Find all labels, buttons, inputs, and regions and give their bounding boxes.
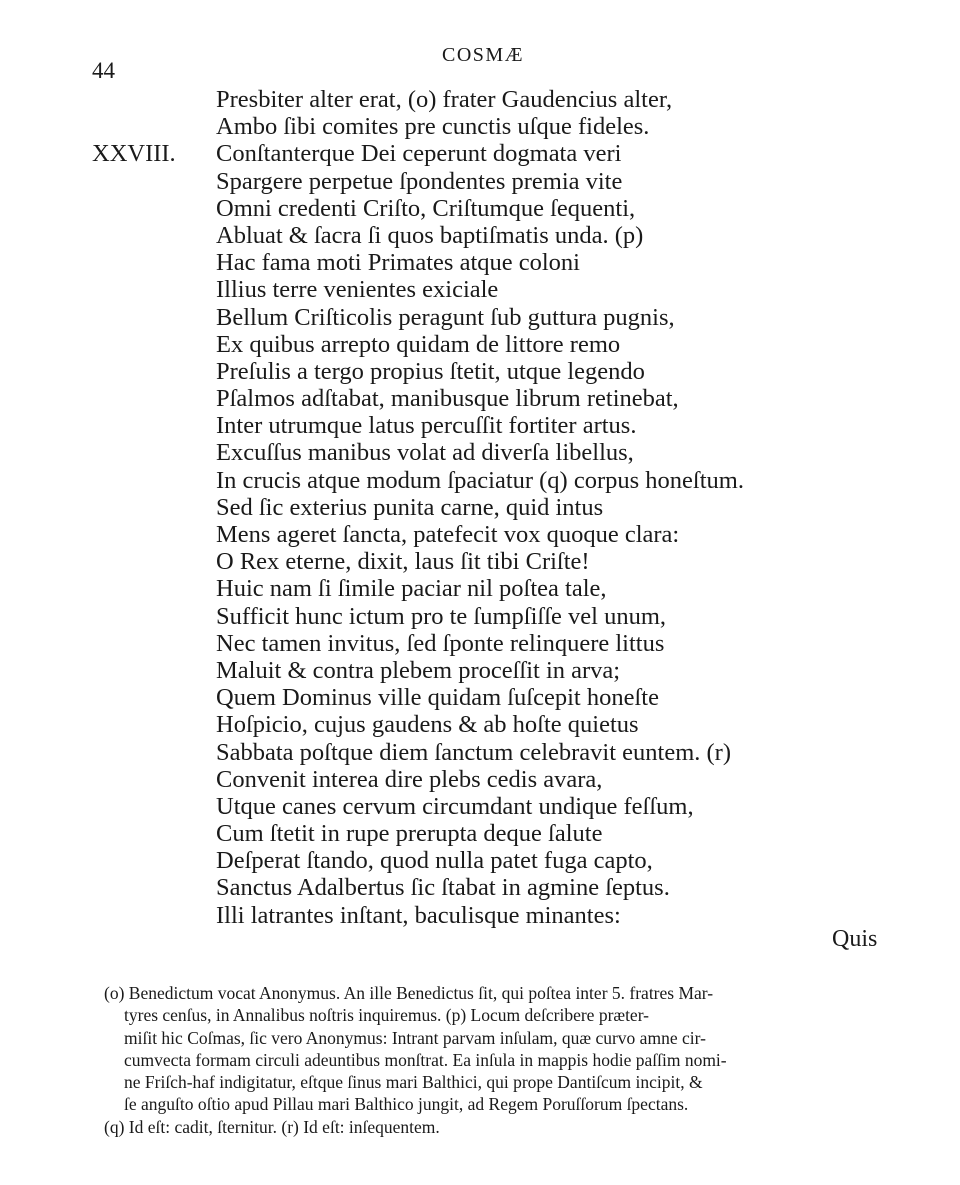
- verse-line-text: Spargere perpetue ſpondentes premia vite: [216, 167, 623, 195]
- verse-line: [0, 766, 960, 793]
- verse-line: [0, 467, 960, 494]
- verse-line: [0, 86, 960, 113]
- verse-line-text: Hoſpicio, cujus gaudens & ab hoſte quietus: [216, 711, 639, 739]
- verse-line-text: Presbiter alter erat, (o) frater Gaudencius alter,: [216, 86, 673, 113]
- verse-line-text: Bellum Criſticolis peragunt ſub guttura pugnis,: [216, 303, 675, 331]
- verse-line: [0, 874, 960, 901]
- verse-line-text: Nec tamen invitus, ſed ſponte relinquere littus: [216, 629, 665, 657]
- verse-line-text: Mens ageret ſancta, patefecit vox quoque clara:: [216, 521, 680, 548]
- footnote-line: tyres cenſus, in Annalibus noſtris inquiremus. (p) Locum deſcribere præter-: [124, 1005, 650, 1026]
- running-head: COSMÆ: [442, 44, 524, 66]
- verse-line-text: Omni credenti Criſto, Criſtumque ſequenti,: [216, 194, 636, 222]
- verse-line: [0, 385, 960, 412]
- verse-line: [0, 657, 960, 684]
- verse-line: [0, 603, 960, 630]
- footnote-line: ſe anguſto oſtio apud Pillau mari Balthico jungit, ad Regem Poruſſorum ſpectans.: [124, 1094, 689, 1115]
- verse-line-text: Huic nam ſi ſimile paciar nil poſtea tale,: [216, 575, 607, 603]
- chapter-number: XXVIII.: [92, 140, 176, 168]
- verse-line: [0, 711, 960, 738]
- footnote-line: (o) Benedictum vocat Anonymus. An ille Benedictus ſit, qui poſtea inter 5. fratres Mar-: [104, 983, 714, 1003]
- verse-line: [0, 902, 960, 929]
- verse-line: [0, 304, 960, 331]
- verse-line-text: O Rex eterne, dixit, laus ſit tibi Criſte!: [216, 548, 590, 576]
- verse-line: [0, 847, 960, 874]
- verse-line: [0, 358, 960, 385]
- footnote-line: cumvecta formam circuli adeuntibus monſtrat. Ea inſula in mappis hodie paſſim nomi-: [124, 1049, 727, 1070]
- verse-line: [0, 222, 960, 249]
- verse-line: [0, 630, 960, 657]
- verse-line-text: Abluat & ſacra ſi quos baptiſmatis unda. (p): [216, 221, 644, 249]
- footnotes: [104, 982, 920, 1138]
- verse-line: [0, 494, 960, 521]
- catchword: Quis: [832, 926, 878, 952]
- verse-line: [0, 331, 960, 358]
- footnote-line: ne Friſch-haf indigitatur, eſtque ſinus mari Balthici, qui prope Dantiſcum incipit, &: [124, 1072, 703, 1093]
- verse-line-text: Sabbata poſtque diem ſanctum celebravit euntem. (r): [216, 738, 731, 766]
- verse-line: [0, 684, 960, 711]
- verse-line: [0, 575, 960, 602]
- page-number: 44: [92, 58, 115, 83]
- verse-line-text: Utque canes cervum circumdant undique feſſum,: [216, 792, 694, 820]
- verse-text: [0, 86, 960, 929]
- verse-line: [0, 168, 960, 195]
- verse-line-text: Ambo ſibi comites pre cunctis uſque fideles.: [216, 113, 650, 141]
- verse-line-text: Preſulis a tergo propius ſtetit, utque legendo: [216, 357, 645, 385]
- verse-line-text: In crucis atque modum ſpaciatur (q) corpus honeſtum.: [216, 466, 744, 494]
- verse-line-text: Pſalmos adſtabat, manibusque librum retinebat,: [216, 385, 679, 413]
- footnote-line: (q) Id eſt: cadit, ſternitur. (r) Id eſt: inſequentem.: [104, 1116, 440, 1137]
- verse-line: [0, 739, 960, 766]
- verse-line-text: Illi latrantes inſtant, baculisque minantes:: [216, 901, 621, 929]
- verse-line: [0, 276, 960, 303]
- verse-line: [0, 113, 960, 140]
- verse-line-text: Sanctus Adalbertus ſic ſtabat in agmine ſeptus.: [216, 874, 670, 902]
- verse-line: [0, 521, 960, 548]
- verse-line-text: Convenit interea dire plebs cedis avara,: [216, 765, 603, 793]
- verse-line: [0, 548, 960, 575]
- verse-line-text: Excuſſus manibus volat ad diverſa libellus,: [216, 439, 634, 467]
- verse-line-text: Quem Dominus ville quidam ſuſcepit honeſte: [216, 684, 659, 712]
- verse-line-text: Sufficit hunc ictum pro te ſumpſiſſe vel unum,: [216, 602, 667, 630]
- verse-line: [0, 412, 960, 439]
- verse-line-text: Maluit & contra plebem proceſſit in arva;: [216, 656, 621, 684]
- verse-line-text: Inter utrumque latus percuſſit fortiter artus.: [216, 412, 637, 440]
- verse-line: [0, 820, 960, 847]
- verse-line-text: Hac fama moti Primates atque coloni: [216, 249, 580, 277]
- verse-line-text: Conſtanterque Dei ceperunt dogmata veri: [216, 140, 622, 168]
- footnote-line: miſit hic Coſmas, ſic vero Anonymus: Intrant parvam inſulam, quæ curvo amne cir-: [124, 1027, 706, 1048]
- verse-line: [0, 195, 960, 222]
- verse-line: [0, 439, 960, 466]
- verse-line-text: Illius terre venientes exiciale: [216, 276, 499, 304]
- verse-line: [0, 140, 960, 167]
- verse-line: [0, 249, 960, 276]
- verse-line-text: Ex quibus arrepto quidam de littore remo: [216, 330, 621, 358]
- verse-line-text: Cum ſtetit in rupe prerupta deque ſalute: [216, 820, 603, 848]
- verse-line-text: Deſperat ſtando, quod nulla patet fuga capto,: [216, 847, 653, 875]
- verse-line-text: Sed ſic exterius punita carne, quid intus: [216, 493, 604, 521]
- verse-line: [0, 793, 960, 820]
